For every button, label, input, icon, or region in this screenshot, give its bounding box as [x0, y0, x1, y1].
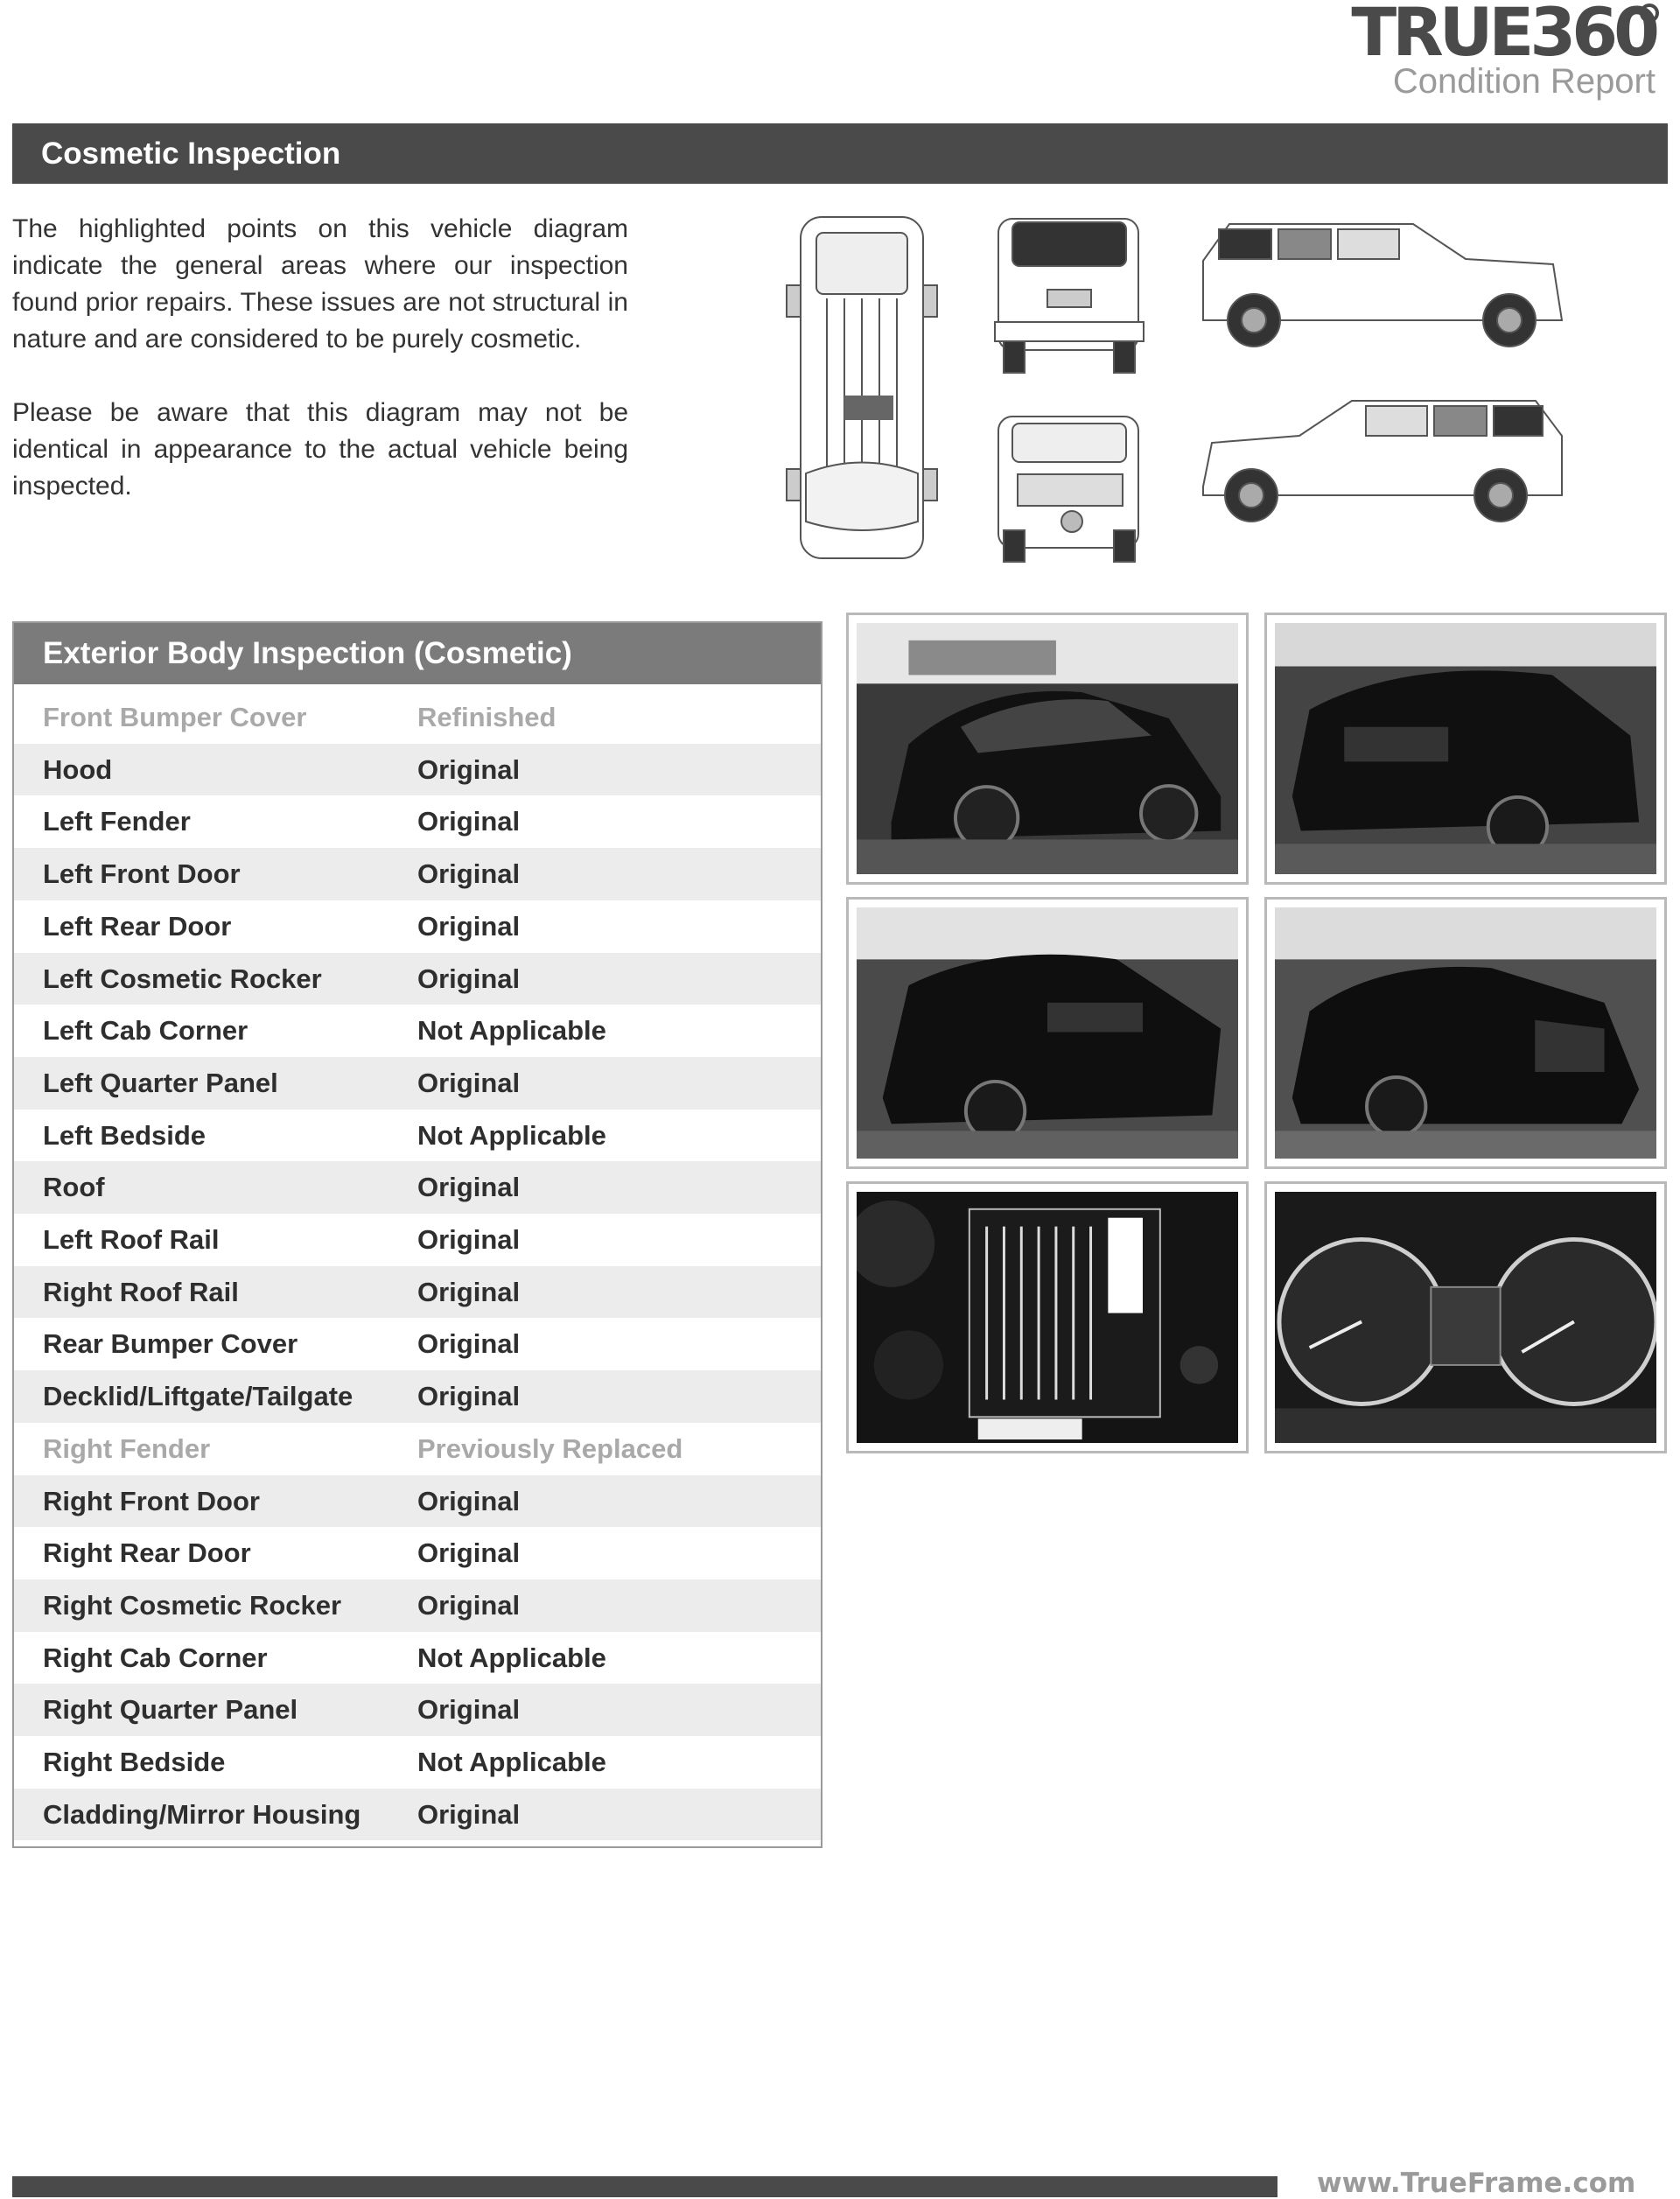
part-name: Right Front Door [43, 1485, 260, 1516]
table-row [14, 848, 821, 900]
part-name: Right Bedside [43, 1747, 226, 1777]
part-name: Decklid/Liftgate/Tailgate [43, 1381, 354, 1412]
door-jamb-label-photo [846, 1181, 1249, 1453]
vehicle-left-side-view [1203, 224, 1562, 347]
part-name: Left Cab Corner [43, 1015, 248, 1047]
cosmetic-section-header: Cosmetic Inspection [12, 123, 1668, 184]
part-status: Refinished [417, 702, 556, 732]
vehicle-photo-front-right [1264, 897, 1667, 1169]
table-row [14, 744, 821, 796]
logo-wordmark: TRUE360 [1351, 0, 1656, 71]
part-status: Original [417, 1798, 521, 1830]
part-status: Original [417, 1067, 521, 1098]
part-name: Rear Bumper Cover [43, 1328, 298, 1360]
vehicle-front-view [998, 417, 1138, 562]
table-row [14, 1527, 821, 1579]
exterior-table-header: Exterior Body Inspection (Cosmetic) [14, 623, 821, 684]
part-name: Right Rear Door [43, 1537, 251, 1569]
part-name: Cladding/Mirror Housing [43, 1798, 361, 1830]
part-status: Not Applicable [417, 1119, 606, 1151]
part-name: Left Roof Rail [43, 1224, 220, 1255]
table-row [14, 1005, 821, 1057]
part-status: Original [417, 1589, 521, 1621]
part-status: Not Applicable [417, 1747, 606, 1777]
table-row [14, 1423, 821, 1475]
table-row [14, 1266, 821, 1319]
table-row [14, 1579, 821, 1632]
part-status: Previously Replaced [417, 1432, 683, 1464]
part-name: Hood [43, 753, 113, 785]
part-name: Left Front Door [43, 858, 241, 890]
vehicle-photo-front-left [846, 613, 1249, 885]
part-status: Not Applicable [417, 1015, 606, 1047]
part-status: Original [417, 1276, 521, 1307]
vehicle-photo-rear-left [846, 897, 1249, 1169]
part-name: Roof [43, 1172, 105, 1203]
diagram-disclaimer: Please be aware that this diagram may not be identical in appearance to the actual vehicle being inspected. [12, 398, 628, 501]
vehicle-photo-rear-right [1264, 613, 1667, 885]
cosmetic-description: The highlighted points on this vehicle diagram indicate the general areas where our inspection found prior repairs. These issues are not structural in nature and are considered to be purely cosmetic. [12, 214, 628, 354]
vehicle-right-side-view [1203, 401, 1562, 522]
table-row [14, 1214, 821, 1266]
table-row [14, 1736, 821, 1789]
part-name: Left Fender [43, 806, 191, 837]
part-status: Original [417, 1694, 521, 1726]
table-row [14, 953, 821, 1005]
part-status: Not Applicable [417, 1642, 606, 1673]
table-row [14, 1110, 821, 1162]
part-status: Original [417, 1381, 521, 1412]
footer-bar [12, 2176, 1278, 2197]
part-status: Original [417, 1328, 521, 1360]
part-name: Right Cab Corner [43, 1642, 268, 1673]
table-row [14, 1789, 821, 1841]
true360-logo [1351, 0, 1656, 100]
part-status: Original [417, 910, 521, 942]
part-name: Left Cosmetic Rocker [43, 963, 322, 994]
table-row [14, 1684, 821, 1736]
table-row [14, 900, 821, 953]
table-row [14, 1475, 821, 1528]
part-name: Right Quarter Panel [43, 1694, 298, 1726]
part-status: Original [417, 858, 521, 890]
table-row [14, 1632, 821, 1684]
part-status: Original [417, 963, 521, 994]
part-status: Original [417, 806, 521, 837]
table-row [14, 1161, 821, 1214]
part-name: Front Bumper Cover [43, 702, 307, 732]
table-row [14, 1318, 821, 1370]
part-name: Right Roof Rail [43, 1276, 239, 1307]
part-name: Left Bedside [43, 1119, 206, 1151]
table-row [14, 691, 821, 744]
vehicle-rear-view [995, 219, 1144, 373]
table-row [14, 795, 821, 848]
footer-website: www.TrueFrame.com [1317, 2167, 1636, 2199]
vehicle-top-view [787, 217, 937, 558]
part-name: Left Quarter Panel [43, 1067, 278, 1098]
table-row [14, 1057, 821, 1110]
part-status: Original [417, 1172, 521, 1203]
degree-mark-icon [1640, 4, 1659, 23]
part-name: Left Rear Door [43, 910, 232, 942]
part-name: Right Cosmetic Rocker [43, 1589, 342, 1621]
part-status: Original [417, 1537, 521, 1569]
instrument-cluster-photo [1264, 1181, 1667, 1453]
part-status: Original [417, 1485, 521, 1516]
exterior-body-table [12, 621, 822, 1848]
table-row [14, 1370, 821, 1423]
part-name: Right Fender [43, 1432, 211, 1464]
part-status: Original [417, 1224, 521, 1255]
report-subtitle: Condition Report [1392, 62, 1656, 101]
part-status: Original [417, 753, 521, 785]
vehicle-diagram [774, 207, 1667, 574]
